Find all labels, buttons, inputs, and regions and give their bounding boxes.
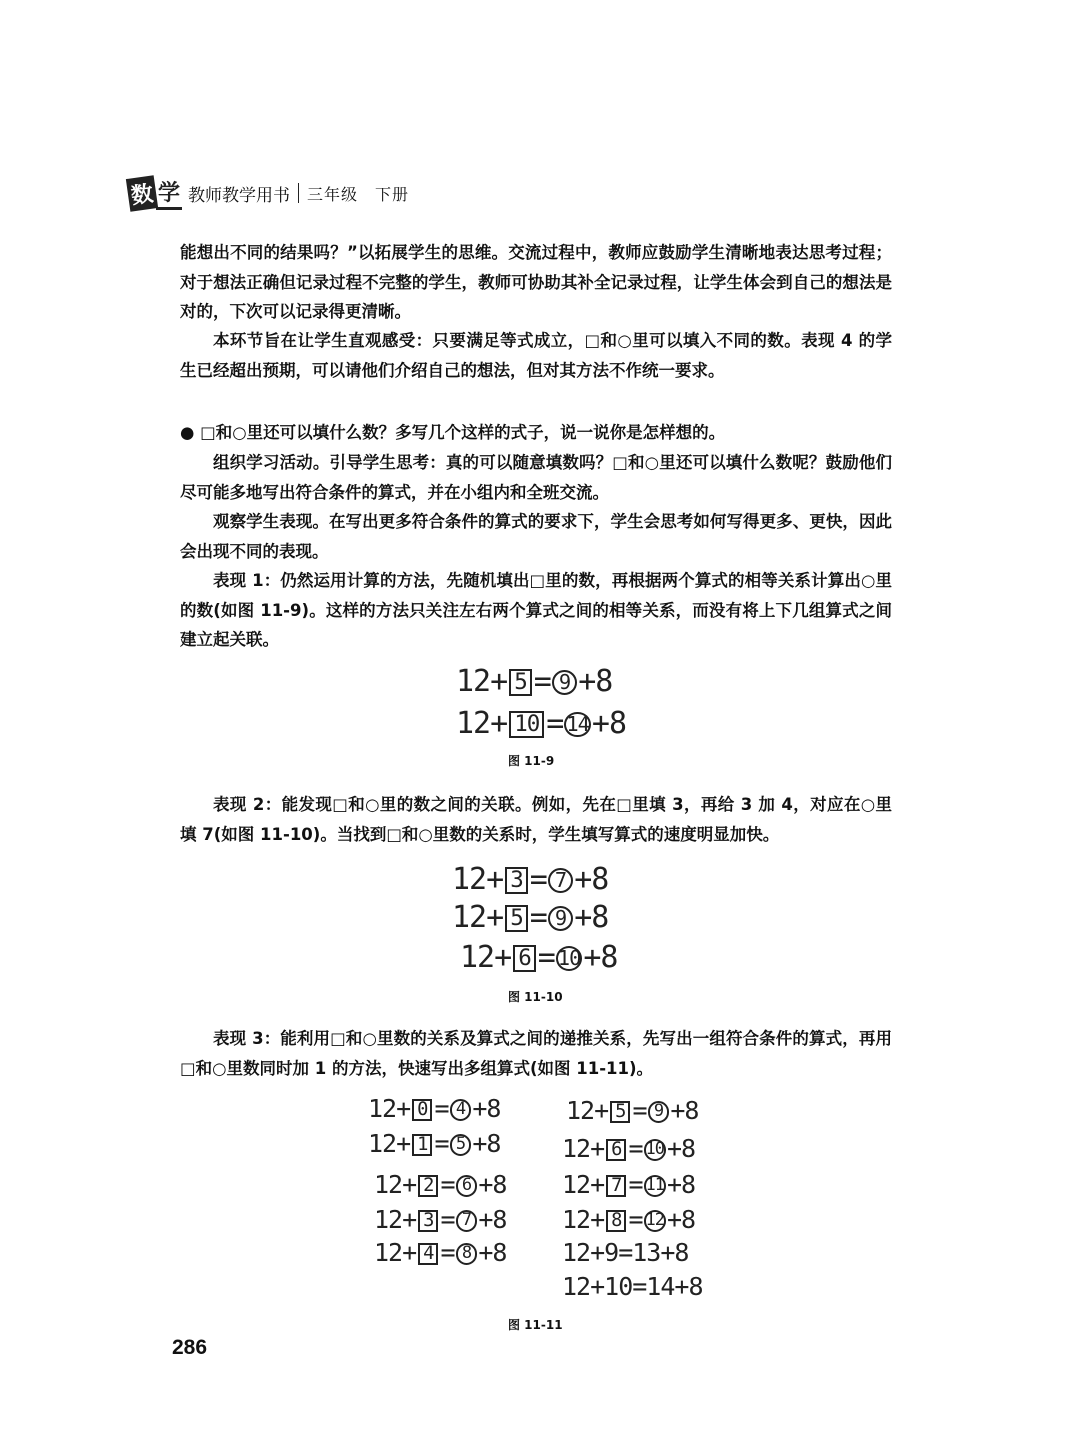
answer-circle: 12	[645, 1210, 664, 1231]
page-number: 286	[172, 1336, 208, 1359]
paragraph-observe: 观察学生表现。在写出更多符合条件的算式的要求下，学生会思考如何写得更多、更快，因此会出现不同的表现。	[180, 512, 892, 561]
answer-box: 5	[509, 669, 532, 696]
figure-11-11-right-row-3: 12+ 7 = 11 +8	[562, 1170, 696, 1199]
answer-box: 3	[418, 1210, 438, 1233]
answer-box: 4	[418, 1243, 438, 1266]
figure-11-11-left-row-1: 12+ 0 = 4 +8	[368, 1094, 501, 1123]
subject-logo	[128, 176, 182, 210]
answer-box: 2	[418, 1175, 438, 1198]
answer-circle: 4	[450, 1099, 472, 1121]
figure-11-9-caption: 图 11-9	[508, 754, 555, 768]
answer-circle: 7	[548, 868, 573, 893]
activity-prompt: ● □和○里还可以填什么数？多写几个这样的式子，说一说你是怎样想的。	[180, 423, 726, 442]
answer-box: 1	[412, 1134, 432, 1157]
figure-11-10-row-2: 12+ 5 = 9 +8	[452, 900, 609, 935]
figure-11-11-right-row-2: 12+ 6 = 10 +8	[562, 1134, 696, 1163]
answer-box: 6	[513, 945, 536, 972]
answer-circle: 8	[456, 1243, 478, 1265]
figure-11-11-right-row-4: 12+ 8 = 12 +8	[562, 1205, 696, 1234]
answer-box: 5	[505, 905, 528, 932]
header-divider	[298, 183, 299, 203]
logo-char-1: 数	[126, 175, 158, 212]
paragraph-performance-2: 表现 2：能发现□和○里的数之间的关联。例如，先在□里填 3，再给 3 加 4，对应在○里填 7(如图 11-10)。当找到□和○里数的关系时，学生填写算式的速度明显加快。	[180, 795, 892, 844]
figure-11-11-left-row-4: 12+ 3 = 7 +8	[374, 1205, 507, 1234]
running-header	[128, 176, 409, 210]
figure-11-11-right-row-1: 12+ 5 = 9 +8	[566, 1096, 699, 1125]
answer-circle: 7	[456, 1210, 478, 1232]
figure-11-11-right-row-5: 12+9=13+8	[562, 1238, 689, 1267]
answer-box: 10	[509, 711, 544, 738]
answer-circle: 9	[552, 670, 577, 695]
answer-circle: 14	[566, 711, 589, 736]
figure-11-10-caption: 图 11-10	[508, 990, 563, 1004]
figure-11-11-caption: 图 11-11	[508, 1318, 563, 1332]
figure-11-9-row-1: 12+ 5 = 9 +8	[456, 664, 613, 699]
answer-circle: 11	[645, 1175, 664, 1196]
figure-11-11-left-row-2: 12+ 1 = 5 +8	[368, 1129, 501, 1158]
figure-11-11-right-row-6: 12+10=14+8	[562, 1272, 703, 1301]
answer-box: 5	[610, 1101, 630, 1124]
paragraph-1: 能想出不同的结果吗？”以拓展学生的思维。交流过程中，教师应鼓励学生清晰地表达思考过程；对于想法正确但记录过程不完整的学生，教师可协助其补全记录过程，让学生体会到自己的想法是对的，下次可以记录得更清晰。	[180, 243, 892, 321]
figure-11-10-row-1: 12+ 3 = 7 +8	[452, 862, 609, 897]
figure-11-9-row-2: 12+ 10 = 14 +8	[456, 706, 627, 741]
paragraph-performance-3: 表现 3：能利用□和○里数的关系及算式之间的递推关系，先写出一组符合条件的算式，再用□和○里数同时加 1 的方法，快速写出多组算式(如图 11-11)。	[180, 1029, 892, 1078]
answer-circle: 10	[645, 1139, 664, 1160]
answer-circle: 10	[557, 945, 581, 970]
answer-box: 7	[606, 1175, 626, 1198]
answer-circle: 9	[548, 906, 573, 931]
grade-label: 三年级 下册	[307, 184, 410, 204]
answer-circle: 6	[456, 1175, 478, 1197]
answer-circle: 9	[648, 1101, 670, 1123]
paragraph-organize: 组织学习活动。引导学生思考：真的可以随意填数吗？□和○里还可以填什么数呢？鼓励他们尽可能多地写出符合条件的算式，并在小组内和全班交流。	[180, 453, 892, 502]
figure-11-11-left-row-5: 12+ 4 = 8 +8	[374, 1238, 507, 1267]
book-title: 教师教学用书	[188, 185, 291, 206]
paragraph-performance-1: 表现 1：仍然运用计算的方法，先随机填出□里的数，再根据两个算式的相等关系计算出○里的数(如图 11-9)。这样的方法只关注左右两个算式之间的相等关系，而没有将上下几组算式之间建立起关联。	[180, 571, 892, 649]
answer-box: 3	[505, 867, 528, 894]
figure-11-11-left-row-3: 12+ 2 = 6 +8	[374, 1170, 507, 1199]
answer-box: 6	[606, 1139, 626, 1162]
figure-11-10-row-3: 12+ 6 = 10 +8	[460, 940, 618, 975]
answer-box: 0	[412, 1099, 432, 1122]
answer-circle: 5	[450, 1134, 472, 1156]
answer-box: 8	[606, 1210, 626, 1233]
paragraph-2: 本环节旨在让学生直观感受：只要满足等式成立，□和○里可以填入不同的数。表现 4 的学生已经超出预期，可以请他们介绍自己的想法，但对其方法不作统一要求。	[180, 331, 892, 380]
logo-char-2: 学	[156, 176, 182, 210]
